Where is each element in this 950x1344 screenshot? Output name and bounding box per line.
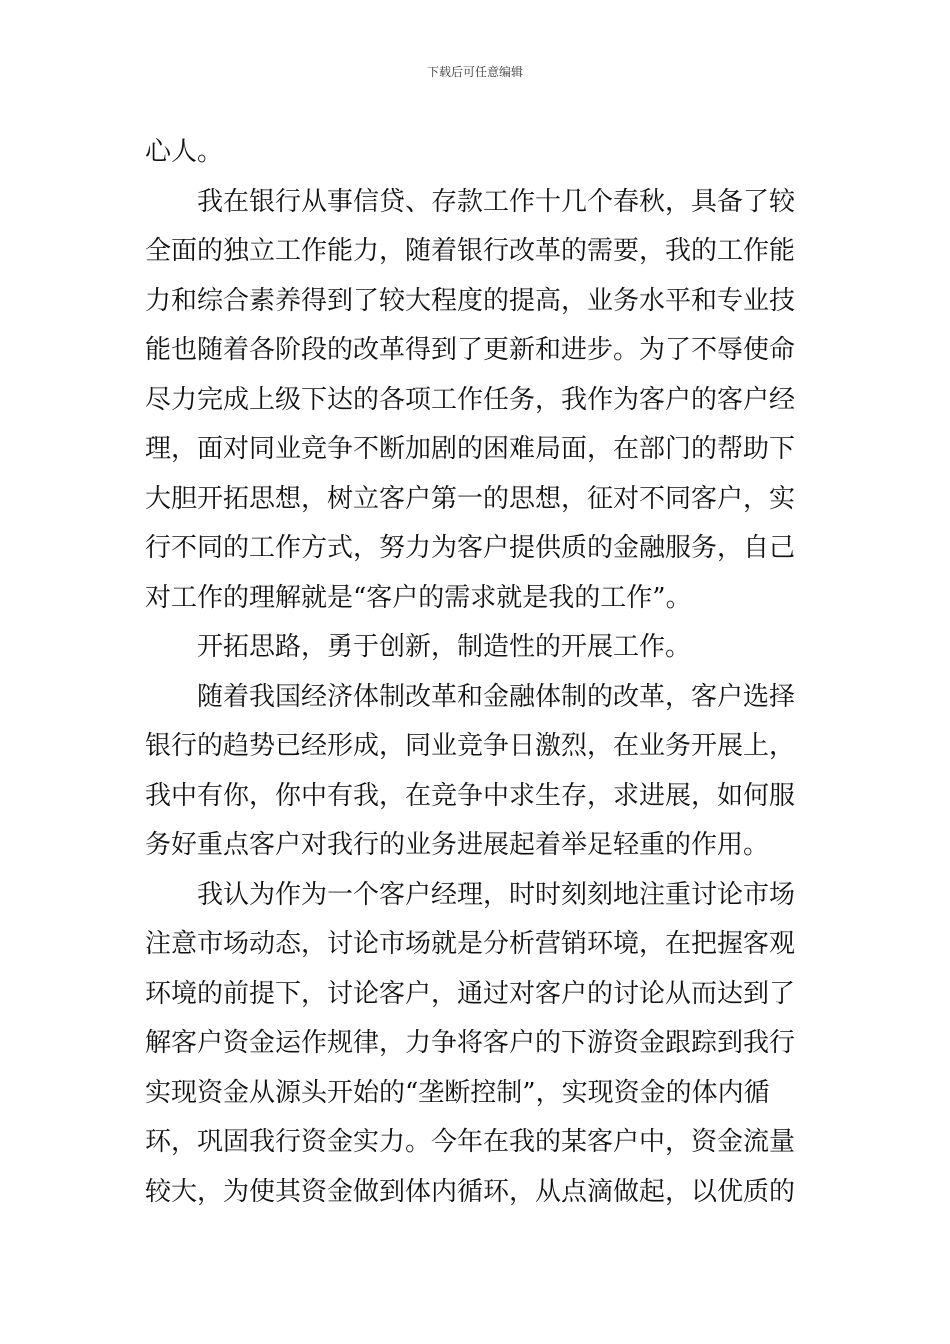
page-header: 下载后可任意编辑 <box>426 65 523 79</box>
text-line: 心人。 <box>145 137 224 167</box>
text-line: 全面的独立工作能力，随着银行改革的需要，我的工作能 <box>145 236 796 266</box>
text-line: 银行的趋势已经形成，同业竞争日激烈，在业务开展上， <box>145 731 796 761</box>
text-line: 环境的前提下，讨论客户，通过对客户的讨论从而达到了 <box>145 978 796 1009</box>
text-line: 随着我国经济体制改革和金融体制的改革，客户选择 <box>197 681 796 712</box>
text-line: 大胆开拓思想，树立客户第一的思想，征对不同客户，实 <box>145 483 796 514</box>
text-line: 开拓思路，勇于创新，制造性的开展工作。 <box>197 632 692 662</box>
text-line: 力和综合素养得到了较大程度的提高，业务水平和专业技 <box>145 285 796 316</box>
text-line: 解客户资金运作规律，力争将客户的下游资金跟踪到我行 <box>145 1028 796 1058</box>
text-line: 我在银行从事信贷、存款工作十几个春秋，具备了较 <box>197 186 796 217</box>
text-line: 环，巩固我行资金实力。今年在我的某客户中，资金流量 <box>145 1127 796 1157</box>
text-line: 实现资金从源头开始的“垄断控制”，实现资金的体内循 <box>145 1077 770 1108</box>
text-line: 我认为作为一个客户经理，时时刻刻地注重讨论市场 <box>197 879 796 910</box>
document-body <box>145 128 810 1217</box>
text-line: 务好重点客户对我行的业务进展起着举足轻重的作用。 <box>145 830 770 860</box>
text-line: 能也随着各阶段的改革得到了更新和进步。为了不辱使命 <box>145 335 796 365</box>
text-line: 注意市场动态，讨论市场就是分析营销环境，在把握客观 <box>145 929 796 959</box>
text-line: 对工作的理解就是“客户的需求就是我的工作”。 <box>145 582 692 613</box>
text-line: 较大，为使其资金做到体内循环，从点滴做起，以优质的 <box>145 1176 796 1207</box>
text-line: 尽力完成上级下达的各项工作任务，我作为客户的客户经 <box>145 384 796 415</box>
text-line: 理，面对同业竞争不断加剧的困难局面，在部门的帮助下 <box>145 434 796 464</box>
text-line: 我中有你，你中有我，在竞争中求生存，求进展，如何服 <box>145 780 796 811</box>
text-line: 行不同的工作方式，努力为客户提供质的金融服务，自己 <box>145 533 796 563</box>
